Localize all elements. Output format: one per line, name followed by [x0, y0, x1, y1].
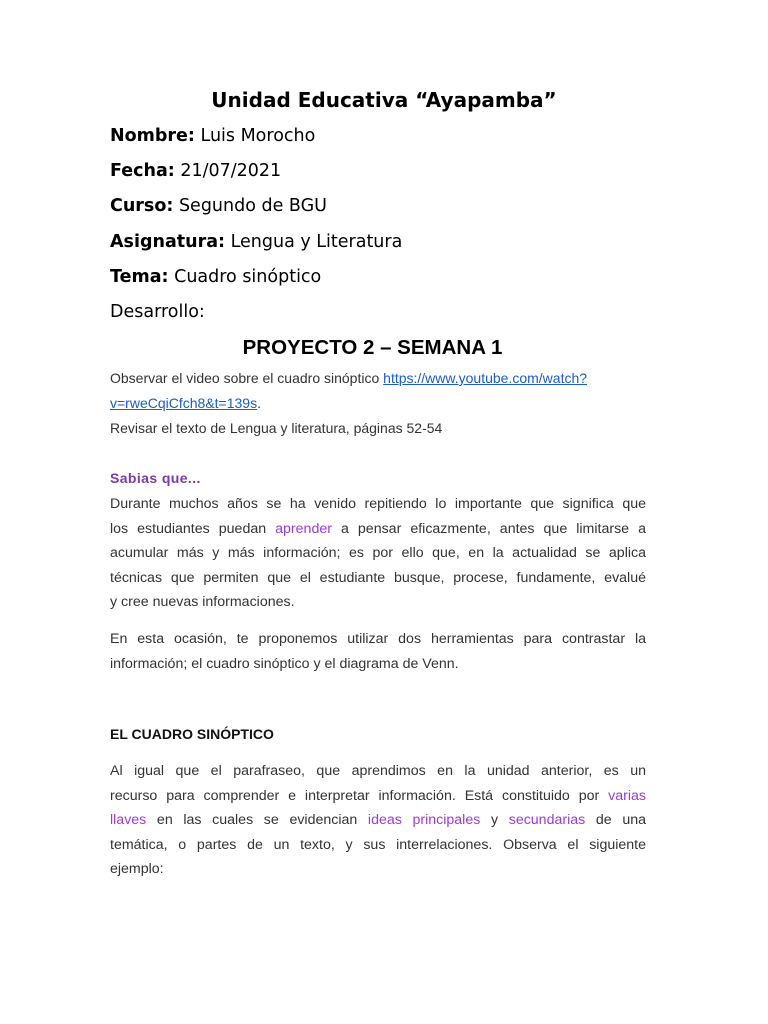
field-label: Asignatura: [110, 232, 226, 252]
field-fecha [110, 161, 281, 181]
paragraph-line: Al igual que el parafraseo, que aprendimos en la unidad anterior, es un [110, 763, 646, 779]
paragraph-line: técnicas que permiten que el estudiante busque, procese, fundamente, evalué [110, 569, 646, 586]
paragraph-line: acumular más y más información; es por ello que, en la actualidad se aplica [110, 545, 646, 561]
link-suffix: . [257, 395, 261, 411]
cuadro-paragraph [110, 759, 646, 882]
field-value: Cuadro sinóptico [168, 267, 322, 287]
field-label: Fecha: [110, 161, 175, 181]
paragraph-line: información; el cuadro sinóptico y el diagrama de Venn. [110, 655, 459, 672]
text-run: los estudiantes puedan [110, 520, 276, 537]
review-line: Revisar el texto de Lengua y literatura, páginas 52-54 [110, 420, 443, 436]
observe-text: Observar el video sobre el cuadro sinóptico [110, 370, 384, 386]
school-title: Unidad Educativa “Ayapamba” [211, 88, 557, 112]
text-run: en las cuales se evidencian [146, 812, 368, 828]
video-link[interactable]: https://www.youtube.com/watch? [383, 370, 588, 386]
video-link-continued[interactable]: v=rweCqiCfch8&t=139s [110, 395, 258, 411]
paragraph-line [110, 517, 646, 542]
sabias-paragraph-1 [110, 492, 646, 615]
sabias-heading: Sabias que... [110, 470, 201, 486]
text-run: de una [585, 812, 646, 828]
text-run: a pensar eficazmente, antes que limitarse a [331, 520, 646, 537]
sabias-paragraph-2 [110, 627, 646, 676]
cuadro-heading: EL CUADRO SINÓPTICO [110, 726, 274, 742]
paragraph-line: temática, o partes de un texto, y sus interrelaciones. Observa el siguiente [110, 836, 646, 853]
field-value: Luis Morocho [194, 126, 316, 146]
paragraph-line: y cree nuevas informaciones. [110, 594, 295, 610]
highlight-word: aprender [275, 520, 332, 537]
text-run: y [480, 812, 509, 828]
project-title: PROYECTO 2 – SEMANA 1 [242, 336, 503, 359]
observe-line-2 [110, 395, 261, 411]
field-label: Nombre: [110, 126, 195, 146]
text-run: recurso para comprender e interpretar información. Está constituido por [110, 787, 609, 804]
paragraph-line [110, 784, 646, 809]
paragraph-line: Durante muchos años se ha venido repitiendo lo importante que significa que [110, 496, 646, 512]
field-tema [110, 267, 321, 287]
paragraph-line: ejemplo: [110, 861, 164, 877]
highlight-word: varias [608, 787, 646, 804]
highlight-word: secundarias [508, 812, 586, 828]
highlight-word: llaves [110, 812, 147, 828]
field-value: Lengua y Literatura [225, 232, 403, 252]
field-nombre [110, 126, 315, 146]
paragraph-line: En esta ocasión, te proponemos utilizar dos herramientas para contrastar la [110, 631, 646, 647]
field-value: Segundo de BGU [173, 196, 327, 216]
field-asignatura [110, 232, 402, 252]
field-label: Curso: [110, 196, 174, 216]
paragraph-line [110, 808, 646, 833]
observe-line [110, 370, 587, 386]
field-label: Tema: [110, 267, 169, 287]
field-curso [110, 196, 327, 216]
field-desarrollo: Desarrollo: [110, 302, 205, 322]
field-value: 21/07/2021 [174, 161, 282, 181]
highlight-word: ideas principales [367, 812, 481, 828]
